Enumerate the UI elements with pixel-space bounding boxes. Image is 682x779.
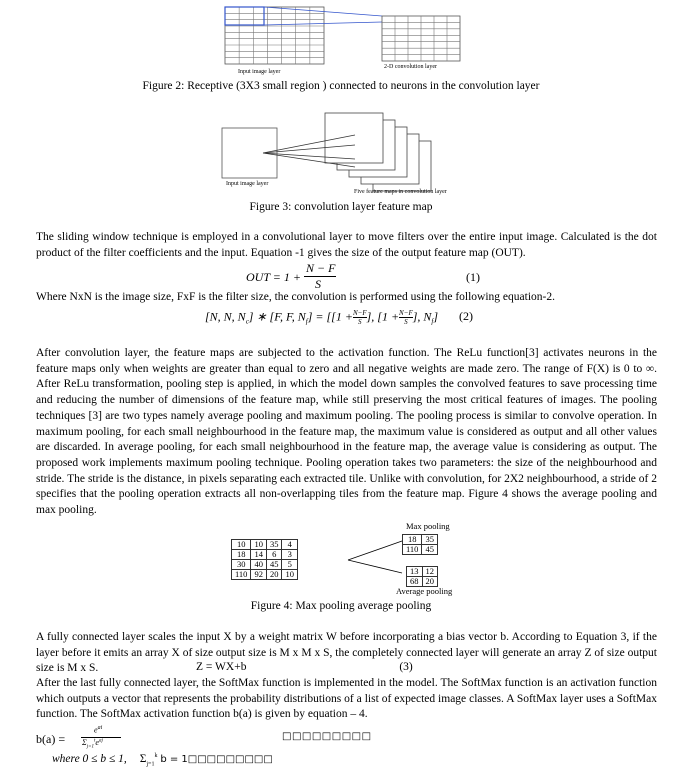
max-pooling-output	[402, 534, 438, 555]
input-cell: 6	[266, 550, 282, 560]
eq4-lhs: b(a) =	[36, 732, 66, 746]
input-grid	[225, 7, 324, 64]
eq2-frac-2-den: S	[404, 318, 408, 326]
eq2-mid-sub: f	[305, 317, 308, 326]
fig3-maps-label: Five feature maps in convolution layer	[354, 189, 447, 195]
max-cell: 110	[403, 545, 422, 555]
eq4-num-e: e	[94, 725, 98, 735]
paragraph-sliding-window: The sliding window technique is employed in a convolutional layer to move filters over the entire input image. Calculated is the dot product of the filter coefficients and the input. Equation -1 gives the size of the output feature map (OUT).	[36, 231, 657, 259]
input-cell: 5	[282, 560, 298, 570]
eq2-left-sub: c	[245, 317, 249, 326]
eq4-denominator	[82, 738, 103, 750]
eq1-denominator: S	[315, 277, 321, 291]
eq2-right3-sub: f	[431, 317, 434, 326]
paragraph-conv-equation: Where NxN is the image size, FxF is the filter size, the convolution is performed using the following equation-2.	[36, 291, 555, 303]
eq4-num-sup: ai	[97, 725, 103, 731]
convolution-layer-label: 2-D convolution layer	[384, 64, 437, 70]
eq3-number: (3)	[399, 661, 413, 673]
eq4-den-sigma: Σ	[82, 738, 87, 747]
max-pooling-label: Max pooling	[406, 521, 450, 531]
figure-3	[0, 105, 682, 200]
avg-row	[407, 567, 438, 577]
eq4-den-sup: t	[94, 738, 96, 744]
receptive-field	[225, 7, 264, 25]
avg-cell: 13	[407, 567, 423, 577]
equation-3	[196, 661, 413, 673]
input-cell: 92	[251, 570, 267, 580]
eq2-frac-1-den: S	[358, 318, 362, 326]
figure-4-arrows	[0, 518, 682, 598]
eq2-right: ] = [[1 +	[307, 309, 353, 324]
eq1-number: (1)	[466, 270, 480, 284]
eq2-right2: ], [1 +	[366, 309, 400, 324]
eq2-frac-2-num: N−F	[399, 309, 413, 317]
equation-4	[36, 727, 436, 751]
input-cell: 40	[251, 560, 267, 570]
average-pooling-label: Average pooling	[396, 586, 453, 596]
avg-cell: 68	[407, 577, 423, 587]
max-row	[403, 535, 438, 545]
input-cell: 45	[266, 560, 282, 570]
input-cell: 10	[282, 570, 298, 580]
eq2-frac-1	[353, 309, 367, 326]
avg-cell: 12	[422, 567, 438, 577]
eq5-sum-sup: k	[154, 753, 158, 760]
input-cell: 4	[282, 540, 298, 550]
input-cell: 35	[266, 540, 282, 550]
eq4-boxes: □□□□□□□□□	[282, 731, 372, 742]
figure-4	[0, 518, 682, 598]
equation-1	[246, 261, 506, 291]
eq2-mid: ] ∗ [F, F, N	[248, 309, 306, 324]
input-cell: 14	[251, 550, 267, 560]
avg-row	[407, 577, 438, 587]
max-cell: 18	[403, 535, 422, 545]
eq2-right3: ], N	[412, 309, 432, 324]
paragraph-softmax: After the last fully connected layer, the SoftMax function is implemented in the model. The SoftMax function is an activation function which outputs a vector that represents the probability distributions of a list of expected image classes. A SoftMax layer uses a SoftMax function. The SoftMax activation function b(a) is given by equation – 4.	[36, 677, 657, 721]
input-cell: 10	[251, 540, 267, 550]
eq4-den-e: e	[95, 738, 99, 747]
feature-map	[325, 113, 383, 163]
eq4-numerator	[94, 725, 102, 735]
eq5-text: where 0 ≤ b ≤ 1,	[52, 753, 127, 765]
input-cell: 10	[232, 540, 251, 550]
max-cell: 45	[422, 545, 438, 555]
eq2-frac-1-num: N−F	[352, 309, 367, 317]
equation-2	[205, 309, 505, 331]
figure-2-caption: Figure 2: Receptive (3X3 small region ) connected to neurons in the convolution layer	[142, 80, 540, 92]
max-cell: 35	[422, 535, 438, 545]
figure-3-diagram	[0, 105, 682, 200]
figure-2-diagram	[0, 0, 682, 80]
paragraph-relu-pooling: After convolution layer, the feature maps are subjected to the activation function. The ReLu function[3] activates neurons in the feature maps only when weights are greater than equal to zero and all negative weights are made zero. The range of F(X) is 0 to ∞. After ReLu transformation, pooling step is applied, in which the model down samples the convolved features to save processing time and reducing the number of dimensions of the feature map, while still preserving the most critical features of images. The pooling techniques [3] are two types namely average pooling and maximum pooling. The pooling process is similar to convolve operation. In maximum pooling, for each small neighbourhood in the feature map, the maximum value is considered as output and all other values are discarded. In average pooling, for each small neighbourhood in the feature map, the average value is considering as output. The proposed work implements maximum pooling technique. Pooling operation takes two parameters: the size of the neighbourhood and stride. The stride is the distance, in pixels separating each extracted tile. Unlike with convolution, for 2X2 neighbourhood, a stride of 2 specifies that the pooling operation extracts all non-overlapping tiles from the feature map. Figure 4 shows the average pooling and max pooling.	[36, 347, 657, 517]
eq5-rest: b = 1□□□□□□□□□	[160, 754, 273, 765]
figure-3-caption: Figure 3: convolution layer feature map	[249, 201, 433, 213]
paragraph-fully-connected: A fully connected layer scales the input X by a weight matrix W before incorporating a bias vector b. According to Equation 3, if the layer before it emits an array X of size output size is M x M x S, the completely connected layer will generate an array Z of size output size is M x S.	[36, 631, 657, 675]
average-pooling-output	[406, 566, 438, 587]
input-cell: 20	[266, 570, 282, 580]
eq2-left: [N, N, N	[205, 309, 246, 324]
eq4-den-sub: j=1	[86, 744, 95, 750]
eq5-sum-sub: j=1	[146, 761, 155, 768]
eq4-den-e-sup: aj	[98, 738, 103, 744]
input-cell: 30	[232, 560, 251, 570]
input-image-label: Input image layer	[238, 69, 281, 75]
max-row	[403, 545, 438, 555]
eq2-frac-2	[399, 309, 413, 326]
input-cell: 110	[232, 570, 251, 580]
eq1-lhs: OUT = 1 +	[246, 270, 301, 284]
input-cell: 3	[282, 550, 298, 560]
input-cell: 18	[232, 550, 251, 560]
equation-5	[52, 753, 273, 767]
figure-4-caption: Figure 4: Max pooling average pooling	[250, 600, 432, 612]
eq5-sigma: Σ	[139, 753, 147, 765]
eq3-text: Z = WX+b	[196, 661, 247, 673]
eq2-number: (2)	[459, 309, 474, 324]
eq5-sum	[139, 753, 158, 768]
avg-cell: 20	[422, 577, 438, 587]
fig3-input-label: Input image layer	[226, 181, 269, 187]
eq2-end: ]	[433, 309, 439, 324]
eq1-numerator: N − F	[306, 261, 336, 275]
